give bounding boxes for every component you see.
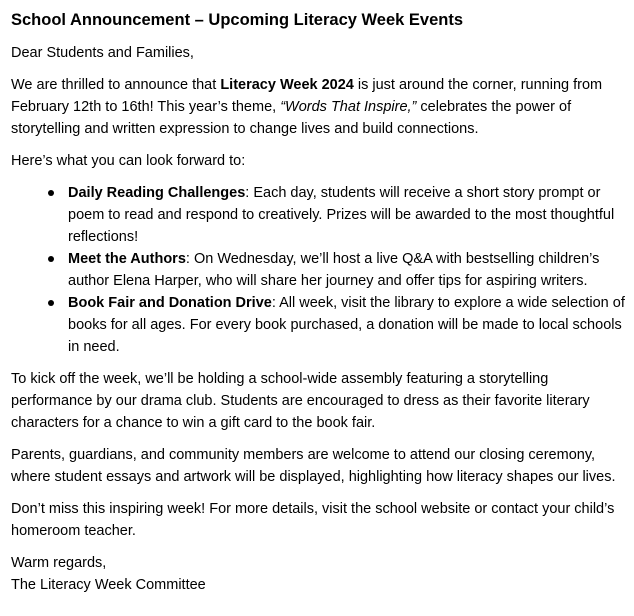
event-name: Meet the Authors [68,251,186,267]
lead-in-paragraph: Here’s what you can look forward to: [11,153,246,169]
bullet-icon [48,256,54,262]
list-item [11,248,625,292]
event-description: : Each day, students will receive a short story prompt or poem to read and respond to creatively. Prizes will be awarded to the most thoughtful reflections! [68,185,615,245]
event-description: : All week, visit the library to explore a wide selection of books for all ages. For every book purchased, a donation will be made to local schools in need. [68,295,625,355]
bullet-icon [48,190,54,196]
kickoff-paragraph: To kick off the week, we’ll be holding a school-wide assembly featuring a storytelling performance by our drama club. Students are encouraged to dress as their favorite literary characters for a chance to win a gift card to the book fair. [11,371,590,431]
theme-quote: “Words That Inspire,” [280,99,417,115]
reminder-paragraph: Don’t miss this inspiring week! For more details, visit the school website or contact your child’s homeroom teacher. [11,501,615,539]
closing-committee: The Literacy Week Committee [11,577,206,593]
intro-text-post: celebrates the power of storytelling and written expression to change lives and build connections. [11,99,572,137]
event-description: : On Wednesday, we’ll host a live Q&A with bestselling children’s author Elena Harper, who will share her journey and offer tips for aspiring writers. [68,251,600,289]
events-list [11,182,625,358]
intro-paragraph [11,74,625,140]
intro-text-pre: We are thrilled to announce that [11,77,221,93]
list-item [11,182,625,248]
community-paragraph: Parents, guardians, and community members are welcome to attend our closing ceremony, where student essays and artwork will be displayed, highlighting how literacy shapes our lives. [11,447,616,485]
intro-text-mid: is just around the corner, running from February 12th to 16th! This year’s theme, [11,77,603,115]
list-item [11,292,625,358]
literacy-week-highlight: Literacy Week 2024 [220,77,354,93]
closing-signature [11,552,625,596]
page-title: School Announcement – Upcoming Literacy Week Events [11,11,464,29]
salutation: Dear Students and Families, [11,45,194,61]
event-name: Daily Reading Challenges [68,185,246,201]
closing-line: Warm regards, [11,555,107,571]
bullet-icon [48,300,54,306]
event-name: Book Fair and Donation Drive [68,295,272,311]
